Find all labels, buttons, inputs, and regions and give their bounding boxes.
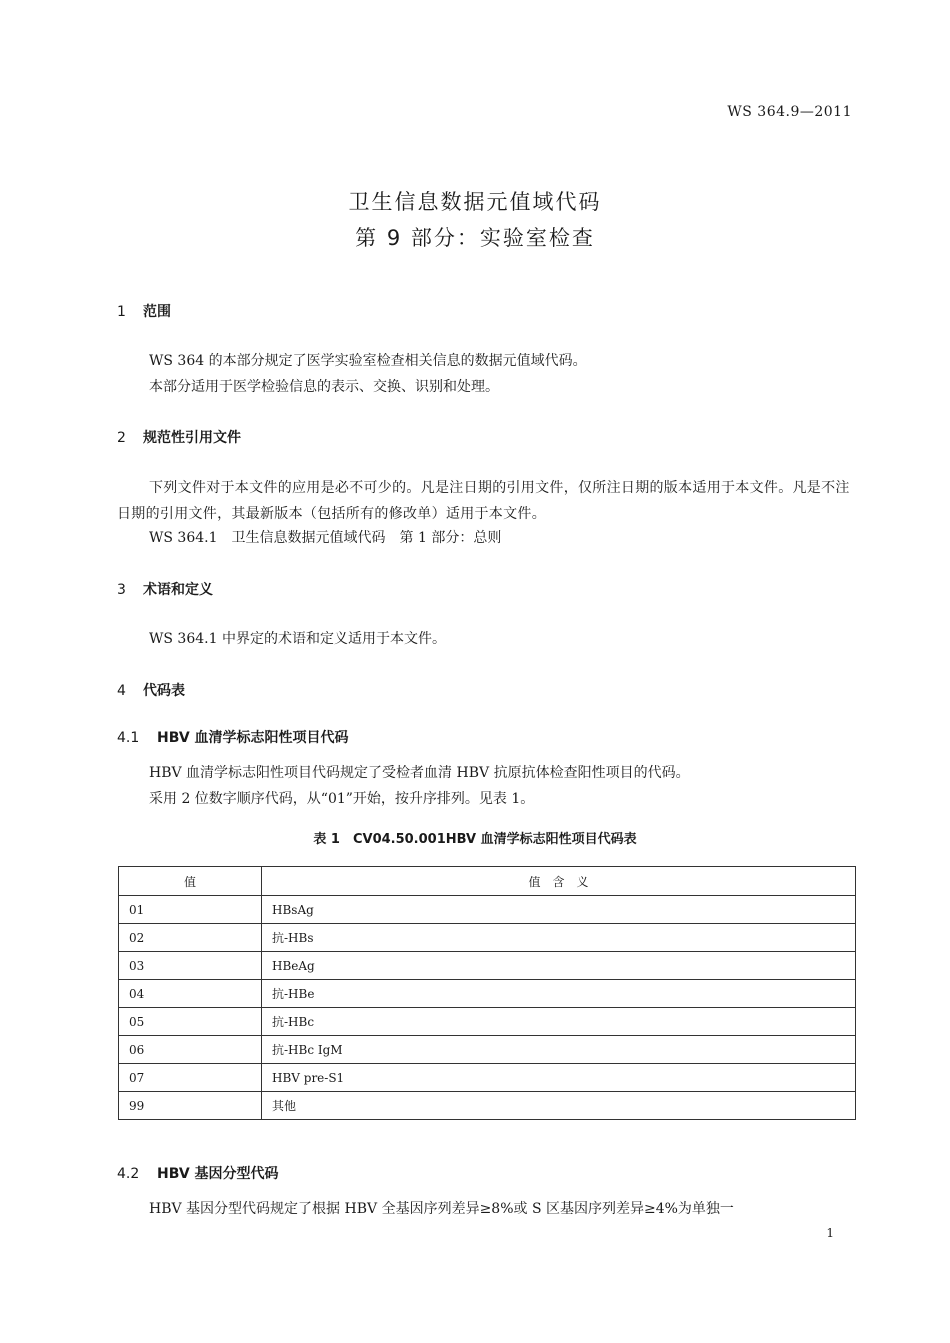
document-title-line2: 第 9 部分：实验室检查 bbox=[355, 226, 595, 250]
section-4-1-paragraph-2: 采用 2 位数字顺序代码，从“01”开始，按升序排列。见表 1。 bbox=[149, 791, 535, 807]
table-row bbox=[119, 1008, 856, 1036]
table-row bbox=[119, 896, 856, 924]
section-4-2-heading bbox=[117, 1163, 279, 1183]
section-number: 1 bbox=[117, 304, 126, 320]
meaning-cell: 抗-HBs bbox=[262, 924, 856, 952]
code-cell: 07 bbox=[119, 1064, 262, 1092]
table-row bbox=[119, 924, 856, 952]
code-cell: 99 bbox=[119, 1092, 262, 1120]
section-number: 4 bbox=[117, 683, 126, 699]
meaning-cell: 抗-HBc IgM bbox=[262, 1036, 856, 1064]
page-number: 1 bbox=[826, 1226, 834, 1240]
table-row bbox=[119, 1036, 856, 1064]
section-1-paragraph-2: 本部分适用于医学检验信息的表示、交换、识别和处理。 bbox=[149, 379, 499, 395]
document-title-line1: 卫生信息数据元值域代码 bbox=[348, 190, 602, 214]
section-4-2-paragraph-1: HBV 基因分型代码规定了根据 HBV 全基因序列差异≥8%或 S 区基因序列差异≥4%为单独一 bbox=[149, 1201, 734, 1217]
code-cell: 04 bbox=[119, 980, 262, 1008]
column-header-meaning: 值 含 义 bbox=[262, 867, 856, 896]
table-header-row bbox=[119, 867, 856, 896]
section-2-paragraph-1: 下列文件对于本文件的应用是必不可少的。凡是注日期的引用文件，仅所注日期的版本适用于本文件。凡是不注日期的引用文件，其最新版本（包括所有的修改单）适用于本文件。 bbox=[117, 480, 850, 522]
section-number: 3 bbox=[117, 582, 126, 598]
section-number: 2 bbox=[117, 430, 126, 446]
meaning-cell: 抗-HBe bbox=[262, 980, 856, 1008]
section-number: 4.2 bbox=[117, 1166, 140, 1182]
meaning-cell: HBsAg bbox=[262, 896, 856, 924]
table-row bbox=[119, 952, 856, 980]
hbv-code-table bbox=[118, 866, 856, 1120]
section-title: 代码表 bbox=[143, 683, 185, 699]
section-1-paragraph-1: WS 364 的本部分规定了医学实验室检查相关信息的数据元值域代码。 bbox=[149, 353, 587, 369]
section-2-reference: WS 364.1 卫生信息数据元值域代码 第 1 部分：总则 bbox=[149, 530, 502, 546]
section-title: 术语和定义 bbox=[143, 582, 213, 598]
meaning-cell: HBV pre-S1 bbox=[262, 1064, 856, 1092]
meaning-cell: HBeAg bbox=[262, 952, 856, 980]
section-4-1-paragraph-1: HBV 血清学标志阳性项目代码规定了受检者血清 HBV 抗原抗体检查阳性项目的代码。 bbox=[149, 765, 690, 781]
standard-code: WS 364.9—2011 bbox=[727, 104, 852, 120]
section-1-heading bbox=[117, 301, 171, 321]
section-title: 规范性引用文件 bbox=[143, 430, 241, 446]
table-row bbox=[119, 1064, 856, 1092]
section-3-heading bbox=[117, 579, 213, 599]
section-title: HBV 基因分型代码 bbox=[157, 1166, 279, 1182]
code-cell: 05 bbox=[119, 1008, 262, 1036]
section-title: HBV 血清学标志阳性项目代码 bbox=[157, 730, 349, 746]
section-2-heading bbox=[117, 427, 241, 447]
column-header-value: 值 bbox=[119, 867, 262, 896]
section-3-paragraph-1: WS 364.1 中界定的术语和定义适用于本文件。 bbox=[149, 631, 446, 647]
code-cell: 01 bbox=[119, 896, 262, 924]
meaning-cell: 抗-HBc bbox=[262, 1008, 856, 1036]
section-title: 范围 bbox=[143, 304, 171, 320]
section-4-1-heading bbox=[117, 727, 349, 747]
code-cell: 02 bbox=[119, 924, 262, 952]
section-number: 4.1 bbox=[117, 730, 140, 746]
table-1-caption: 表 1 CV04.50.001HBV 血清学标志阳性项目代码表 bbox=[313, 832, 637, 847]
section-4-heading bbox=[117, 680, 185, 700]
code-cell: 06 bbox=[119, 1036, 262, 1064]
code-cell: 03 bbox=[119, 952, 262, 980]
table-row bbox=[119, 980, 856, 1008]
table-row bbox=[119, 1092, 856, 1120]
meaning-cell: 其他 bbox=[262, 1092, 856, 1120]
